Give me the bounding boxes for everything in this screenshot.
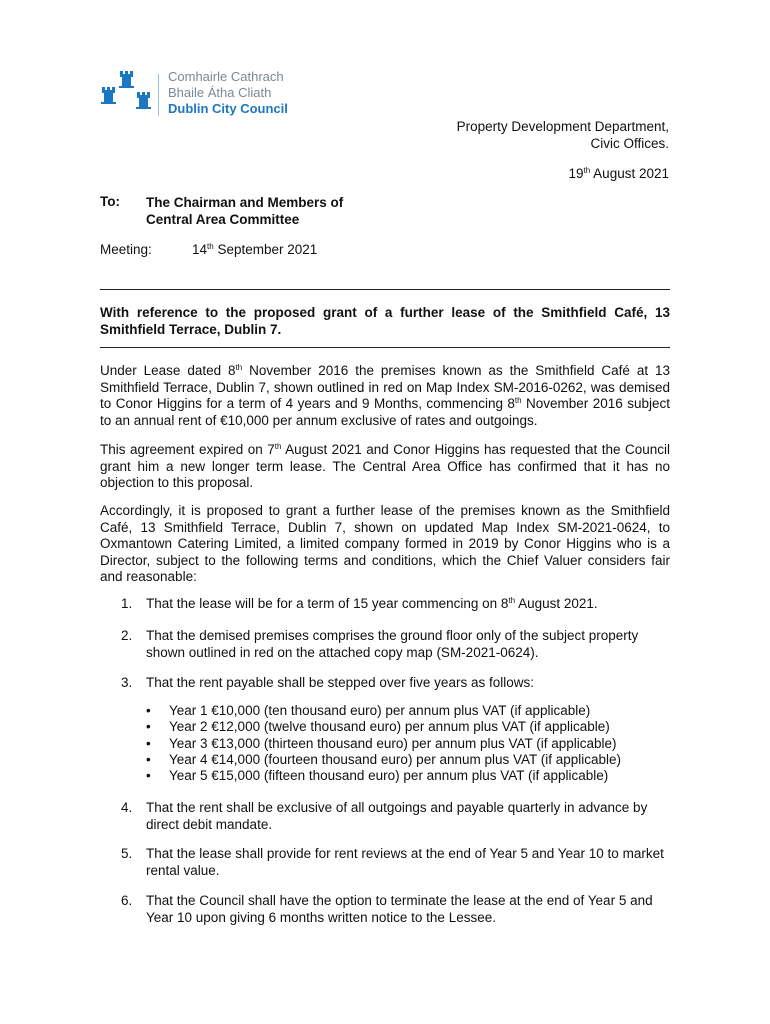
- date-day: 19: [568, 166, 584, 181]
- subject-line: With reference to the proposed grant of a further lease of the Smithfield Café, 13 Smithfield Terrace, Dublin 7.: [100, 305, 670, 337]
- paragraph-lease-history: [100, 363, 670, 429]
- rent-year-4: Year 4 €14,000 (fourteen thousand euro) per annum plus VAT (if applicable): [169, 751, 622, 767]
- castle-towers-icon: [100, 68, 156, 118]
- addressee-line-1: The Chairman and Members of: [146, 195, 344, 210]
- sender-department: Property Development Department,: [456, 119, 669, 134]
- list-item: [146, 752, 621, 768]
- para1-sup-1: th: [235, 363, 243, 372]
- bullet-icon: •: [146, 719, 151, 735]
- term-number: 6.: [121, 893, 133, 908]
- bullet-icon: •: [146, 751, 151, 767]
- term-text: That the rent payable shall be stepped over five years as follows:: [146, 675, 534, 690]
- para1-part-c: November 2016 subject to an annual rent of €10,000 per annum exclusive of rates and outgoings.: [100, 396, 670, 428]
- paragraph-proposal: Accordingly, it is proposed to grant a further lease of the premises known as the Smithfield Café, 13 Smithfield Terrace, Dublin 7, shown on updated Map Index SM-2021-0624, to Oxmantown Catering Limited, a limited company formed in 2019 by Conor Higgins who is a Director, subject to the following terms and conditions, which the Chief Valuer considers fair and reasonable:: [100, 503, 670, 584]
- rent-schedule-list: [146, 703, 621, 784]
- list-item: [146, 703, 621, 719]
- para2-part-a: This agreement expired on 7: [100, 442, 275, 457]
- list-item: [146, 736, 621, 752]
- date-suffix: th: [583, 166, 591, 175]
- term-item-4: [121, 800, 671, 833]
- meeting-date: [192, 242, 317, 257]
- addressee: [146, 194, 343, 228]
- to-label: To:: [100, 194, 120, 209]
- term-number: 1.: [121, 596, 133, 611]
- term-number: 2.: [121, 628, 133, 643]
- addressee-line-2: Central Area Committee: [146, 212, 300, 227]
- logo-line-irish-1: Comhairle Cathrach: [168, 69, 284, 84]
- term-text: That the rent shall be exclusive of all outgoings and payable quarterly in advance by direct debit mandate.: [146, 800, 648, 832]
- term-1-part-a: That the lease will be for a term of 15 year commencing on 8: [146, 596, 509, 611]
- para1-part-b: November 2016 the premises known as the Smithfield Café at 13 Smithfield Terrace, Dublin 7, shown outlined in red on Map Index SM-2016-0262, was demised to Conor Higgins for a term of 4 years and 9 Months, commencing 8: [100, 363, 670, 411]
- list-item: [146, 768, 621, 784]
- subject-bottom-rule: [100, 347, 670, 348]
- term-item-5: [121, 846, 671, 879]
- term-item-2: [121, 628, 671, 661]
- sender-address: [457, 118, 669, 152]
- rent-year-3: Year 3 €13,000 (thirteen thousand euro) per annum plus VAT (if applicable): [169, 735, 617, 751]
- paragraph-agreement-expired: [100, 442, 670, 492]
- para2-sup-1: th: [274, 442, 282, 451]
- term-item-3: [121, 675, 671, 692]
- sender-offices: Civic Offices.: [590, 136, 669, 151]
- bullet-icon: •: [146, 703, 151, 718]
- meeting-suffix: th: [207, 242, 214, 251]
- rent-year-5: Year 5 €15,000 (fifteen thousand euro) per annum plus VAT (if applicable): [169, 768, 609, 784]
- meeting-day: 14: [192, 242, 208, 257]
- bullet-icon: •: [146, 735, 151, 751]
- para1-sup-2: th: [514, 396, 522, 405]
- rent-year-1: Year 1 €10,000 (ten thousand euro) per annum plus VAT (if applicable): [169, 703, 591, 718]
- date-rest: August 2021: [590, 166, 669, 181]
- para2-part-b: August 2021 and Conor Higgins has requested that the Council grant him a new longer term lease. The Central Area Office has confirmed that it has no objection to this proposal.: [100, 442, 670, 490]
- bullet-icon: •: [146, 768, 151, 784]
- term-text: That the demised premises comprises the ground floor only of the subject property shown outlined in red on the attached copy map (SM-2021-0624).: [146, 628, 639, 660]
- logo-wordmark: [168, 69, 288, 117]
- term-item-1: [121, 596, 671, 613]
- logo-divider: [158, 74, 159, 116]
- logo-line-irish-2: Bhaile Átha Cliath: [168, 85, 272, 100]
- rent-year-2: Year 2 €12,000 (twelve thousand euro) per annum plus VAT (if applicable): [169, 719, 610, 735]
- term-text: That the Council shall have the option to terminate the lease at the end of Year 5 and Year 10 upon giving 6 months written notice to the Lessee.: [146, 893, 653, 925]
- term-number: 3.: [121, 675, 133, 690]
- subject-top-rule: [100, 289, 670, 290]
- council-logo: [100, 68, 310, 118]
- meeting-label: Meeting:: [100, 242, 152, 257]
- term-number: 5.: [121, 846, 133, 861]
- term-1-sup: th: [508, 596, 516, 605]
- meeting-rest: September 2021: [213, 242, 318, 257]
- term-1-part-b: August 2021.: [515, 596, 598, 611]
- term-text: [146, 596, 671, 613]
- term-text: That the lease shall provide for rent reviews at the end of Year 5 and Year 10 to market rental value.: [146, 846, 664, 878]
- logo-line-english: Dublin City Council: [168, 101, 288, 116]
- letter-date: [568, 166, 669, 181]
- term-item-6: [121, 893, 671, 926]
- term-number: 4.: [121, 800, 133, 815]
- list-item: [146, 719, 621, 735]
- para1-part-a: Under Lease dated 8: [100, 363, 236, 378]
